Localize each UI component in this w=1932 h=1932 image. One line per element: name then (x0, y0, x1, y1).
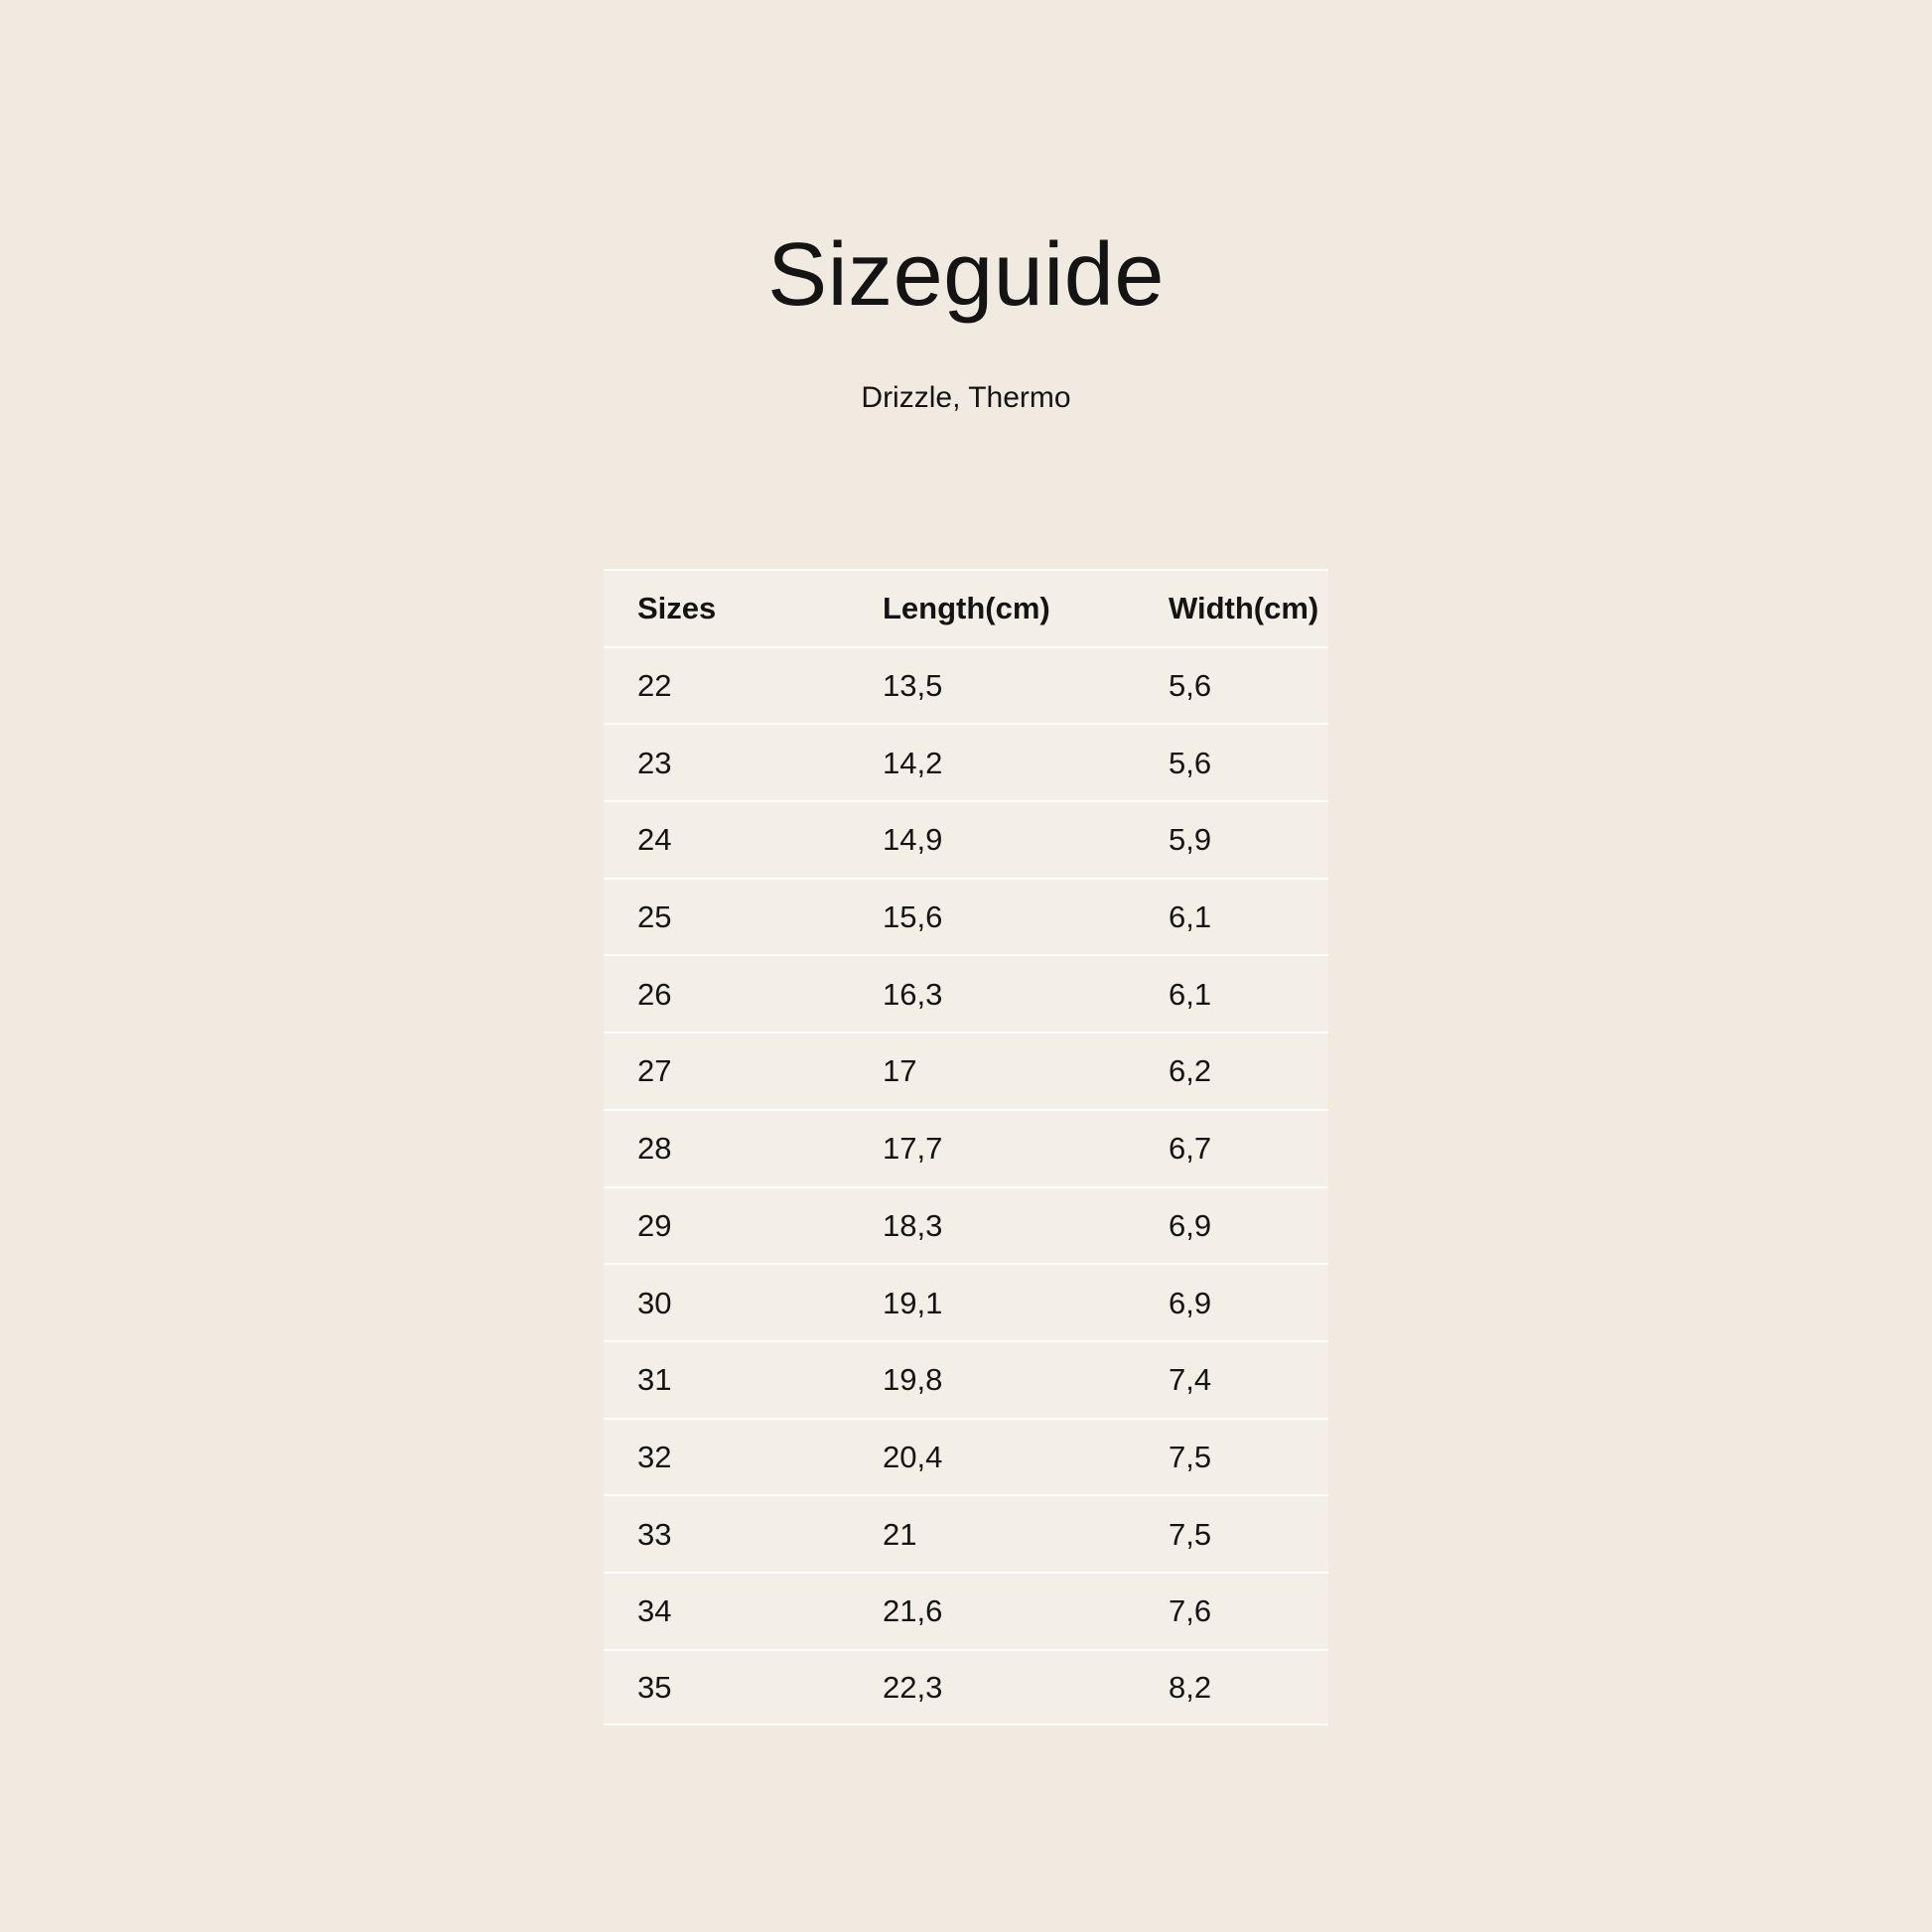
cell-length: 18,3 (883, 1207, 943, 1243)
cell-size: 31 (637, 1362, 672, 1398)
cell-length: 16,3 (883, 976, 943, 1012)
cell-width: 6,1 (1169, 899, 1212, 935)
cell-width: 6,9 (1169, 1285, 1212, 1320)
table-row (604, 800, 1328, 878)
cell-width: 7,6 (1169, 1593, 1212, 1629)
cell-width: 5,9 (1169, 822, 1212, 858)
table-row (604, 646, 1328, 724)
column-header-length: Length(cm) (883, 591, 1050, 626)
table-row (604, 954, 1328, 1032)
table-row (604, 1494, 1328, 1572)
page-subtitle: Drizzle, Thermo (861, 381, 1071, 414)
cell-size: 34 (637, 1593, 672, 1629)
table-row (604, 1340, 1328, 1418)
cell-width: 6,1 (1169, 976, 1212, 1012)
cell-size: 33 (637, 1516, 672, 1552)
cell-size: 27 (637, 1053, 672, 1089)
cell-width: 8,2 (1169, 1669, 1212, 1705)
cell-width: 6,2 (1169, 1053, 1212, 1089)
table-header-row (604, 569, 1328, 646)
cell-width: 6,7 (1169, 1131, 1212, 1167)
table-row (604, 1032, 1328, 1109)
cell-length: 22,3 (883, 1669, 943, 1705)
table-row (604, 1186, 1328, 1264)
cell-width: 7,5 (1169, 1516, 1212, 1552)
size-table (604, 569, 1328, 1725)
table-row (604, 1263, 1328, 1340)
cell-length: 17,7 (883, 1131, 943, 1167)
cell-length: 13,5 (883, 668, 943, 704)
cell-length: 21,6 (883, 1593, 943, 1629)
cell-size: 28 (637, 1131, 672, 1167)
cell-width: 7,5 (1169, 1439, 1212, 1474)
table-row (604, 1572, 1328, 1649)
column-header-sizes: Sizes (637, 591, 717, 626)
cell-size: 29 (637, 1207, 672, 1243)
cell-length: 21 (883, 1516, 917, 1552)
table-row (604, 1418, 1328, 1495)
table-row (604, 1649, 1328, 1726)
cell-size: 25 (637, 899, 672, 935)
cell-width: 6,9 (1169, 1207, 1212, 1243)
cell-length: 19,8 (883, 1362, 943, 1398)
cell-size: 22 (637, 668, 672, 704)
cell-width: 5,6 (1169, 668, 1212, 704)
cell-size: 30 (637, 1285, 672, 1320)
page-title: Sizeguide (767, 225, 1165, 325)
table-row (604, 1109, 1328, 1186)
table-row (604, 878, 1328, 955)
column-header-width: Width(cm) (1169, 591, 1319, 626)
cell-size: 23 (637, 745, 672, 780)
cell-length: 19,1 (883, 1285, 943, 1320)
cell-width: 5,6 (1169, 745, 1212, 780)
cell-length: 14,2 (883, 745, 943, 780)
cell-width: 7,4 (1169, 1362, 1212, 1398)
cell-length: 14,9 (883, 822, 943, 858)
table-row (604, 723, 1328, 800)
cell-length: 15,6 (883, 899, 943, 935)
cell-length: 20,4 (883, 1439, 943, 1474)
cell-size: 32 (637, 1439, 672, 1474)
cell-size: 26 (637, 976, 672, 1012)
cell-size: 24 (637, 822, 672, 858)
cell-size: 35 (637, 1669, 672, 1705)
cell-length: 17 (883, 1053, 917, 1089)
